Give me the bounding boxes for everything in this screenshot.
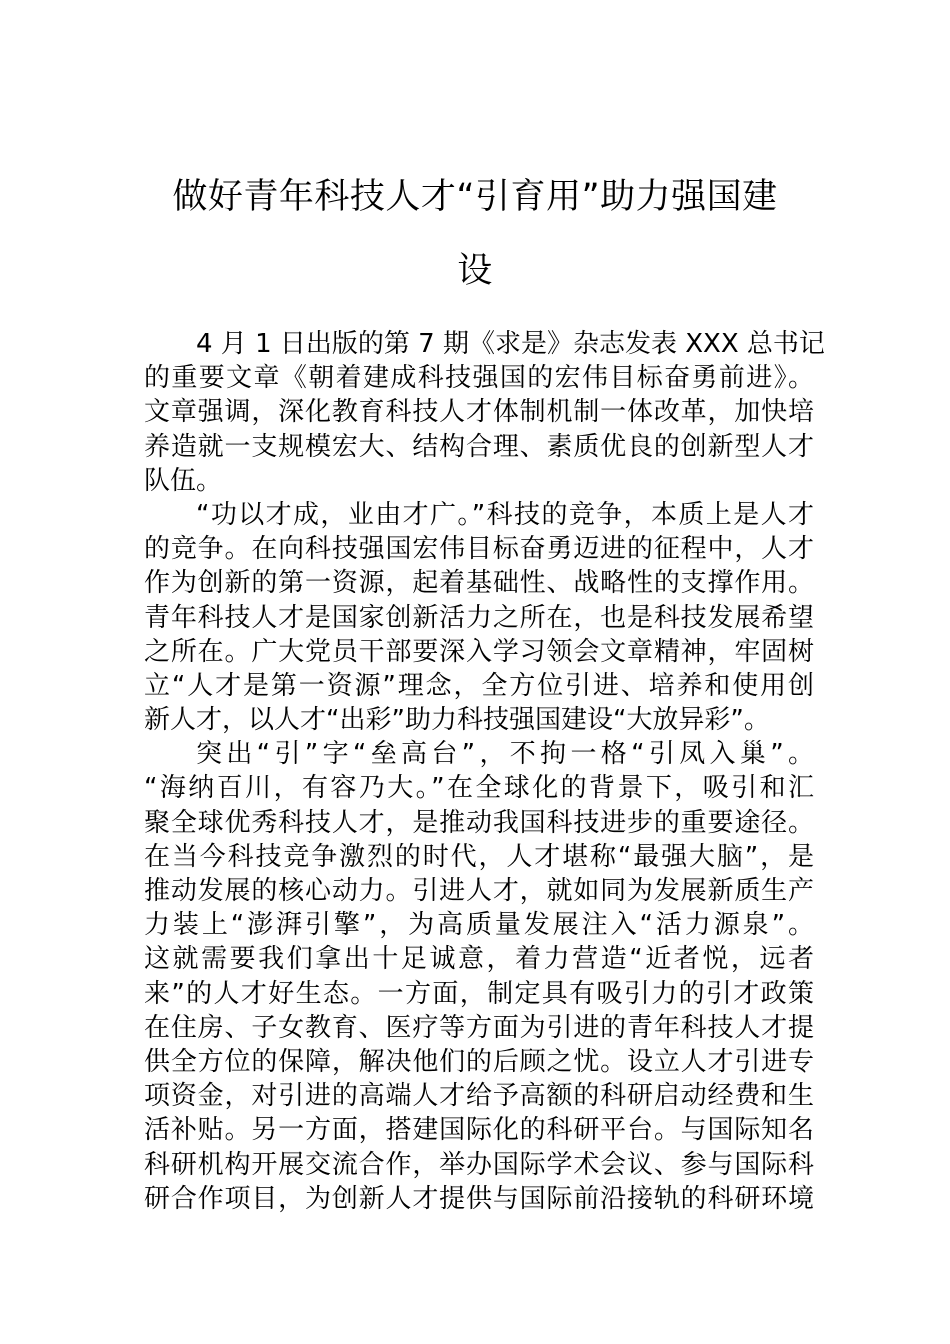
text-line: 推动发展的核心动力。引进人才，就如同为发展新质生产 bbox=[144, 876, 814, 906]
paragraph-2 bbox=[144, 498, 814, 737]
text-line: 4 月 1 日出版的第 7 期《求是》杂志发表 XXX 总书记 bbox=[196, 329, 825, 359]
paragraph-3 bbox=[144, 737, 814, 1216]
text-line: 之所在。广大党员干部要深入学习领会文章精神，牢固树 bbox=[144, 636, 814, 667]
text-line: 养造就一支规模宏大、结构合理、素质优良的创新型人才 bbox=[144, 431, 814, 462]
document-title bbox=[140, 160, 810, 308]
title-line: 做好青年科技人才“引育用”助力强国建 bbox=[172, 177, 778, 217]
text-line: 项资金，对引进的高端人才给予高额的科研启动经费和生 bbox=[144, 1081, 814, 1112]
text-line: 力装上“澎湃引擎”，为高质量发展注入“活力源泉”。 bbox=[144, 910, 814, 941]
title-line: 设 bbox=[457, 251, 493, 291]
text-line: 文章强调，深化教育科技人才体制机制一体改革，加快培 bbox=[144, 397, 814, 428]
text-line: 在当今科技竞争激烈的时代，人才堪称“最强大脑”，是 bbox=[144, 841, 814, 872]
paragraph-1 bbox=[144, 327, 825, 498]
text-line: “海纳百川，有容乃大。”在全球化的背景下，吸引和汇 bbox=[144, 773, 814, 804]
text-line: 作为创新的第一资源，起着基础性、战略性的支撑作用。 bbox=[144, 568, 814, 599]
text-line: 聚全球优秀科技人才，是推动我国科技进步的重要途径。 bbox=[144, 807, 814, 838]
text-line: 在住房、子女教育、医疗等方面为引进的青年科技人才提 bbox=[144, 1012, 814, 1043]
text-line: “功以才成，业由才广。”科技的竞争，本质上是人才 bbox=[196, 499, 814, 530]
text-line: 供全方位的保障，解决他们的后顾之忧。设立人才引进专 bbox=[144, 1046, 814, 1077]
text-line: 科研机构开展交流合作，举办国际学术会议、参与国际科 bbox=[144, 1149, 814, 1180]
text-line: 的重要文章《朝着建成科技强国的宏伟目标奋勇前进》。 bbox=[144, 363, 814, 394]
text-line: 突出“引”字“垒高台”，不拘一格“引凤入巢”。 bbox=[196, 739, 814, 770]
text-line: 立“人才是第一资源”理念，全方位引进、培养和使用创 bbox=[144, 670, 814, 701]
text-line: 研合作项目，为创新人才提供与国际前沿接轨的科研环境 bbox=[144, 1183, 814, 1214]
text-line: 青年科技人才是国家创新活力之所在，也是科技发展希望 bbox=[144, 602, 814, 633]
text-line: 新人才，以人才“出彩”助力科技强国建设“大放异彩”。 bbox=[144, 705, 770, 736]
text-line: 队伍。 bbox=[144, 465, 223, 496]
document-body bbox=[144, 327, 825, 1216]
text-line: 这就需要我们拿出十足诚意，着力营造“近者悦，远者 bbox=[144, 944, 814, 975]
text-line: 活补贴。另一方面，搭建国际化的科研平台。与国际知名 bbox=[144, 1115, 814, 1146]
text-line: 来”的人才好生态。一方面，制定具有吸引力的引才政策 bbox=[144, 978, 814, 1009]
text-line: 的竞争。在向科技强国宏伟目标奋勇迈进的征程中，人才 bbox=[144, 534, 814, 565]
